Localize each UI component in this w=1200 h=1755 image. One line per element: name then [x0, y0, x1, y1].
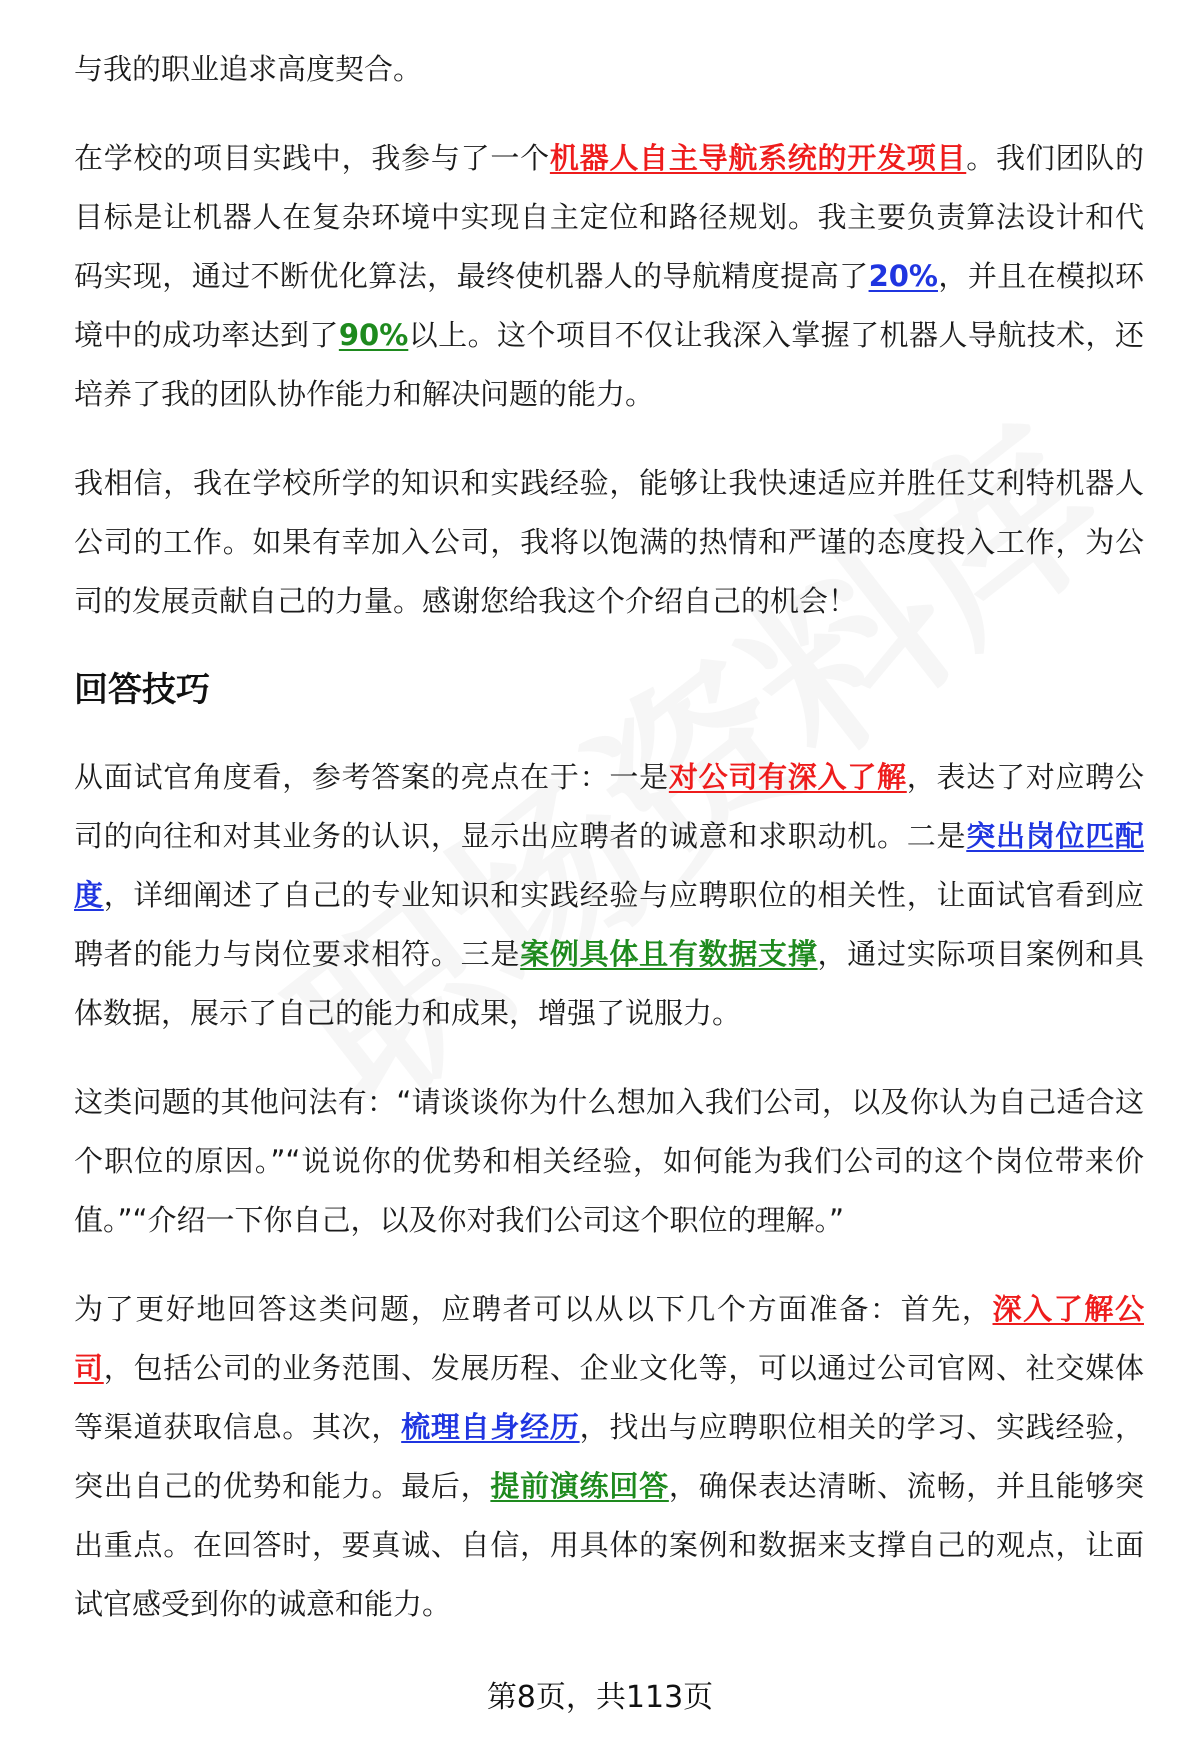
- paragraph-alternative-questions: 这类问题的其他问法有：“请谈谈你为什么想加入我们公司，以及你认为自己适合这个职位的原因。”“说说你的优势和相关经验，如何能为我们公司的这个岗位带来价值。”“介绍一下你自己，以及你对我们公司这个职位的理解。”: [74, 1085, 1144, 1237]
- text-segment: 。我们团队的目标是让机器人在复杂环境中实现自主定位和路径规划。我主要负责算法设计和代码实现，通过不断优化算法，最终使机器人的导航精度提高了: [74, 141, 1144, 293]
- text-segment: 从面试官角度看，参考答案的亮点在于：一是: [74, 760, 669, 794]
- section-title: 回答技巧: [74, 670, 210, 710]
- highlight-rehearse-answer: 提前演练回答: [490, 1469, 669, 1503]
- text-segment: ，详细阐述了自己的专业知识和实践经验与应聘职位的相关性，让面试官看到应聘者的能力与岗位要求相符。三是: [74, 878, 1144, 971]
- highlight-job-match: 突出岗位匹配度: [74, 819, 1144, 912]
- paragraph-preparation-tips: [74, 1280, 1144, 1634]
- text-segment: ，并且在模拟环境中的成功率达到了: [74, 259, 1144, 352]
- text-segment: 以上。这个项目不仅让我深入掌握了机器人导航技术，还培养了我的团队协作能力和解决问题的能力。: [74, 318, 1144, 411]
- text-segment: ，包括公司的业务范围、发展历程、企业文化等，可以通过公司官网、社交媒体等渠道获取信息。其次，: [74, 1351, 1144, 1444]
- text-segment: ，表达了对应聘公司的向往和对其业务的认识，显示出应聘者的诚意和求职动机。二是: [74, 760, 1144, 853]
- text-segment: 为了更好地回答这类问题，应聘者可以从以下几个方面准备：首先，: [74, 1292, 993, 1326]
- text-segment: ，确保表达清晰、流畅，并且能够突出重点。在回答时，要真诚、自信，用具体的案例和数据来支撑自己的观点，让面试官感受到你的诚意和能力。: [74, 1469, 1144, 1621]
- paragraph-closing-sentence: 与我的职业追求高度契合。: [74, 52, 423, 86]
- text-segment: ，通过实际项目案例和具体数据，展示了自己的能力和成果，增强了说服力。: [74, 937, 1144, 1030]
- document-body: [74, 40, 1144, 1664]
- text-segment: ，找出与应聘职位相关的学习、实践经验，突出自己的优势和能力。最后，: [74, 1410, 1144, 1503]
- paragraph-project-experience: [74, 129, 1144, 424]
- text-segment: 在学校的项目实践中，我参与了一个: [74, 141, 550, 175]
- page-number: 第8页，共113页: [486, 1680, 714, 1715]
- highlight-know-company: 深入了解公司: [74, 1292, 1144, 1385]
- paragraph-conclusion: 我相信，我在学校所学的知识和实践经验，能够让我快速适应并胜任艾利特机器人公司的工作。如果有幸加入公司，我将以饱满的热情和严谨的态度投入工作，为公司的发展贡献自己的力量。感谢您给我这个介绍自己的机会！: [74, 466, 1144, 618]
- paragraph-answer-highlights: [74, 748, 1144, 1043]
- highlight-project-name: 机器人自主导航系统的开发项目: [549, 141, 967, 175]
- highlight-company-knowledge: 对公司有深入了解: [668, 760, 907, 794]
- highlight-accuracy-gain: 20%: [868, 259, 938, 293]
- highlight-review-experience: 梳理自身经历: [401, 1410, 580, 1444]
- highlight-success-rate: 90%: [338, 318, 409, 352]
- highlight-data-support: 案例具体且有数据支撑: [520, 937, 818, 971]
